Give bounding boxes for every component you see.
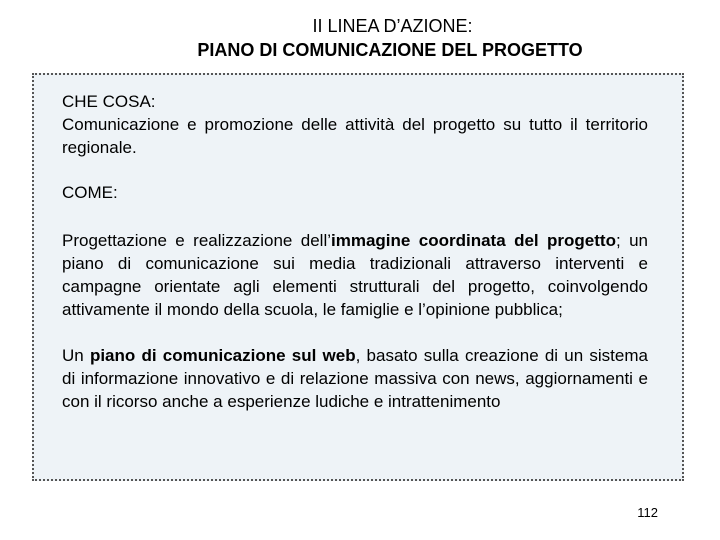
title-line-2: PIANO DI COMUNICAZIONE DEL PROGETTO <box>197 40 583 60</box>
paragraph-1 <box>62 229 648 321</box>
paragraph-1-bold: immagine coordinata del progetto <box>331 231 616 250</box>
how-label: COME: <box>62 183 118 202</box>
paragraph-2-intro: Un <box>62 346 90 365</box>
what-label: CHE COSA: <box>62 92 156 111</box>
paragraph-2-rest: , basato sulla creazione di un sistema di informazione innovativo e di relazione massiva con news, aggiornamenti e con il ricorso anche a esperienze ludiche e intrattenimento <box>62 346 648 411</box>
slide-title <box>0 14 720 62</box>
title-line-1: II LINEA D’AZIONE: <box>312 16 473 36</box>
paragraph-1-rest: ; un piano di comunicazione sui media tradizionali attraverso interventi e campagne orientate agli elementi strutturali del progetto, coinvolgendo attivamente il mondo della scuola, le famiglie e l’opinione pubblica; <box>62 231 648 319</box>
paragraph-2 <box>62 344 648 413</box>
content-body <box>62 90 648 413</box>
paragraph-2-bold: piano di comunicazione sul web <box>89 346 356 365</box>
what-text: Comunicazione e promozione delle attività del progetto su tutto il territorio regionale. <box>62 115 648 157</box>
paragraph-1-intro: Progettazione e realizzazione dell’ <box>62 231 332 250</box>
page-number: 112 <box>637 505 658 520</box>
